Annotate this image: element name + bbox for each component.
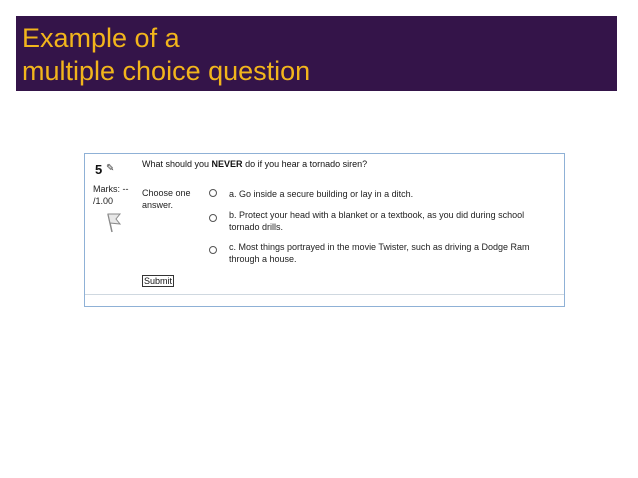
option-a-label: a. Go inside a secure building or lay in a ditch.: [229, 189, 414, 199]
flag-icon[interactable]: [106, 211, 122, 238]
question-text-after: do if you hear a tornado siren?: [242, 159, 368, 169]
slide-title-line-2: multiple choice question: [22, 56, 311, 86]
question-footer-divider: [85, 294, 564, 295]
slide-title-bar: [16, 16, 617, 91]
option-c-label: c. Most things portrayed in the movie Twister, such as driving a Dodge Ram through a house.: [229, 242, 530, 264]
slide-title-line-1: Example of a: [22, 23, 180, 53]
pencil-edit-icon[interactable]: ✎: [106, 163, 115, 174]
question-text-emphasis: NEVER: [211, 159, 243, 169]
option-b-radio[interactable]: [209, 214, 217, 222]
option-a-radio[interactable]: [209, 189, 217, 197]
marks-line-1: Marks: --: [93, 184, 129, 194]
submit-button[interactable]: Submit: [144, 276, 173, 286]
question-text: [142, 159, 367, 169]
answer-prompt: Choose one answer.: [142, 188, 191, 210]
question-text-before: What should you: [142, 159, 212, 169]
option-b-label: b. Protect your head with a blanket or a textbook, as you did during school tornado drills.: [229, 210, 525, 232]
question-container: [84, 153, 565, 307]
marks-line-2: /1.00: [93, 196, 114, 206]
question-number: 5: [95, 162, 103, 177]
option-c-radio[interactable]: [209, 246, 217, 254]
question-marks: [93, 183, 139, 207]
